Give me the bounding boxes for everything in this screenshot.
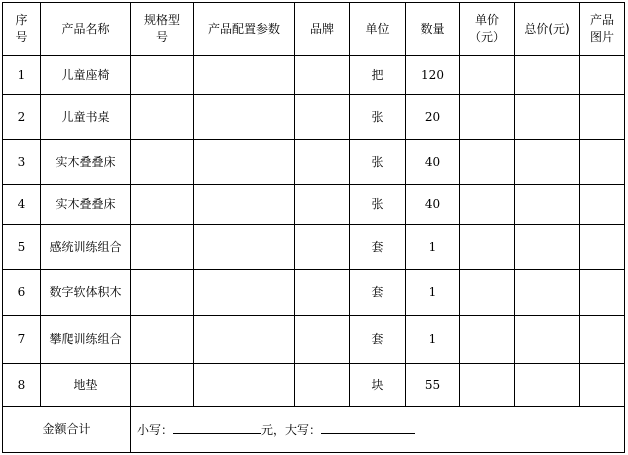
cell-total-price[interactable] bbox=[515, 364, 580, 407]
cell-total-price[interactable] bbox=[515, 270, 580, 316]
cell-spec[interactable] bbox=[131, 185, 194, 225]
header-row bbox=[3, 3, 625, 56]
cell-total-price[interactable] bbox=[515, 140, 580, 185]
cell-config[interactable] bbox=[194, 95, 295, 140]
header-seq: 序号 bbox=[3, 3, 41, 56]
header-config-params: 产品配置参数 bbox=[194, 3, 295, 56]
cell-spec[interactable] bbox=[131, 225, 194, 270]
cell-product-name: 地垫 bbox=[41, 364, 131, 407]
cell-seq: 6 bbox=[3, 270, 41, 316]
cell-spec[interactable] bbox=[131, 316, 194, 364]
yuan-suffix: 元， bbox=[261, 422, 286, 437]
cell-quantity: 1 bbox=[406, 225, 460, 270]
cell-brand[interactable] bbox=[295, 56, 350, 95]
cell-seq: 1 bbox=[3, 56, 41, 95]
header-unit: 单位 bbox=[350, 3, 406, 56]
cell-unit-price[interactable] bbox=[460, 56, 515, 95]
cell-spec[interactable] bbox=[131, 95, 194, 140]
cell-unit: 块 bbox=[350, 364, 406, 407]
cell-product-name: 数字软体积木 bbox=[41, 270, 131, 316]
cell-seq: 4 bbox=[3, 185, 41, 225]
total-label: 金额合计 bbox=[3, 407, 131, 453]
upper-case-amount-label: 大写： bbox=[285, 422, 322, 437]
cell-product-name: 实木叠叠床 bbox=[41, 140, 131, 185]
cell-quantity: 120 bbox=[406, 56, 460, 95]
cell-seq: 3 bbox=[3, 140, 41, 185]
cell-config[interactable] bbox=[194, 270, 295, 316]
cell-unit: 张 bbox=[350, 95, 406, 140]
cell-total-price[interactable] bbox=[515, 185, 580, 225]
cell-product-name: 攀爬训练组合 bbox=[41, 316, 131, 364]
cell-unit: 套 bbox=[350, 316, 406, 364]
cell-brand[interactable] bbox=[295, 225, 350, 270]
cell-quantity: 20 bbox=[406, 95, 460, 140]
cell-brand[interactable] bbox=[295, 364, 350, 407]
cell-config[interactable] bbox=[194, 364, 295, 407]
cell-total-price[interactable] bbox=[515, 316, 580, 364]
cell-seq: 8 bbox=[3, 364, 41, 407]
cell-unit-price[interactable] bbox=[460, 95, 515, 140]
cell-total-price[interactable] bbox=[515, 95, 580, 140]
cell-unit: 套 bbox=[350, 225, 406, 270]
cell-spec[interactable] bbox=[131, 364, 194, 407]
header-product-image: 产品图片 bbox=[580, 3, 625, 56]
header-total-price: 总价(元) bbox=[515, 3, 580, 56]
header-spec-model: 规格型号 bbox=[131, 3, 194, 56]
cell-unit-price[interactable] bbox=[460, 316, 515, 364]
table-row bbox=[3, 316, 625, 364]
table-row bbox=[3, 95, 625, 140]
cell-image[interactable] bbox=[580, 316, 625, 364]
cell-image[interactable] bbox=[580, 56, 625, 95]
header-quantity: 数量 bbox=[406, 3, 460, 56]
cell-image[interactable] bbox=[580, 364, 625, 407]
cell-config[interactable] bbox=[194, 185, 295, 225]
cell-unit-price[interactable] bbox=[460, 140, 515, 185]
cell-config[interactable] bbox=[194, 316, 295, 364]
table-row bbox=[3, 56, 625, 95]
table-row bbox=[3, 364, 625, 407]
cell-product-name: 感统训练组合 bbox=[41, 225, 131, 270]
lower-case-amount-blank[interactable] bbox=[173, 421, 261, 434]
cell-total-price[interactable] bbox=[515, 56, 580, 95]
cell-config[interactable] bbox=[194, 56, 295, 95]
cell-unit: 套 bbox=[350, 270, 406, 316]
cell-image[interactable] bbox=[580, 140, 625, 185]
product-quotation-table bbox=[2, 2, 625, 453]
cell-quantity: 40 bbox=[406, 140, 460, 185]
total-row bbox=[3, 407, 625, 453]
cell-product-name: 实木叠叠床 bbox=[41, 185, 131, 225]
cell-quantity: 40 bbox=[406, 185, 460, 225]
table-row bbox=[3, 225, 625, 270]
cell-spec[interactable] bbox=[131, 56, 194, 95]
cell-image[interactable] bbox=[580, 95, 625, 140]
cell-product-name: 儿童书桌 bbox=[41, 95, 131, 140]
cell-quantity: 1 bbox=[406, 316, 460, 364]
cell-spec[interactable] bbox=[131, 270, 194, 316]
cell-quantity: 1 bbox=[406, 270, 460, 316]
cell-unit-price[interactable] bbox=[460, 270, 515, 316]
cell-config[interactable] bbox=[194, 225, 295, 270]
cell-image[interactable] bbox=[580, 270, 625, 316]
cell-brand[interactable] bbox=[295, 316, 350, 364]
cell-unit: 把 bbox=[350, 56, 406, 95]
table-row bbox=[3, 270, 625, 316]
cell-quantity: 55 bbox=[406, 364, 460, 407]
cell-unit-price[interactable] bbox=[460, 225, 515, 270]
upper-case-amount-blank[interactable] bbox=[321, 421, 415, 434]
cell-image[interactable] bbox=[580, 185, 625, 225]
cell-brand[interactable] bbox=[295, 140, 350, 185]
cell-brand[interactable] bbox=[295, 95, 350, 140]
table-row bbox=[3, 185, 625, 225]
cell-total-price[interactable] bbox=[515, 225, 580, 270]
cell-brand[interactable] bbox=[295, 185, 350, 225]
cell-unit-price[interactable] bbox=[460, 364, 515, 407]
cell-config[interactable] bbox=[194, 140, 295, 185]
total-amount-cell bbox=[131, 407, 625, 453]
cell-seq: 7 bbox=[3, 316, 41, 364]
cell-unit-price[interactable] bbox=[460, 185, 515, 225]
header-product-name: 产品名称 bbox=[41, 3, 131, 56]
cell-unit: 张 bbox=[350, 185, 406, 225]
cell-seq: 2 bbox=[3, 95, 41, 140]
cell-spec[interactable] bbox=[131, 140, 194, 185]
cell-product-name: 儿童座椅 bbox=[41, 56, 131, 95]
table-row bbox=[3, 140, 625, 185]
header-brand: 品牌 bbox=[295, 3, 350, 56]
cell-brand[interactable] bbox=[295, 270, 350, 316]
header-unit-price: 单价（元） bbox=[460, 3, 515, 56]
cell-unit: 张 bbox=[350, 140, 406, 185]
cell-image[interactable] bbox=[580, 225, 625, 270]
lower-case-amount-label: 小写： bbox=[137, 422, 174, 437]
cell-seq: 5 bbox=[3, 225, 41, 270]
